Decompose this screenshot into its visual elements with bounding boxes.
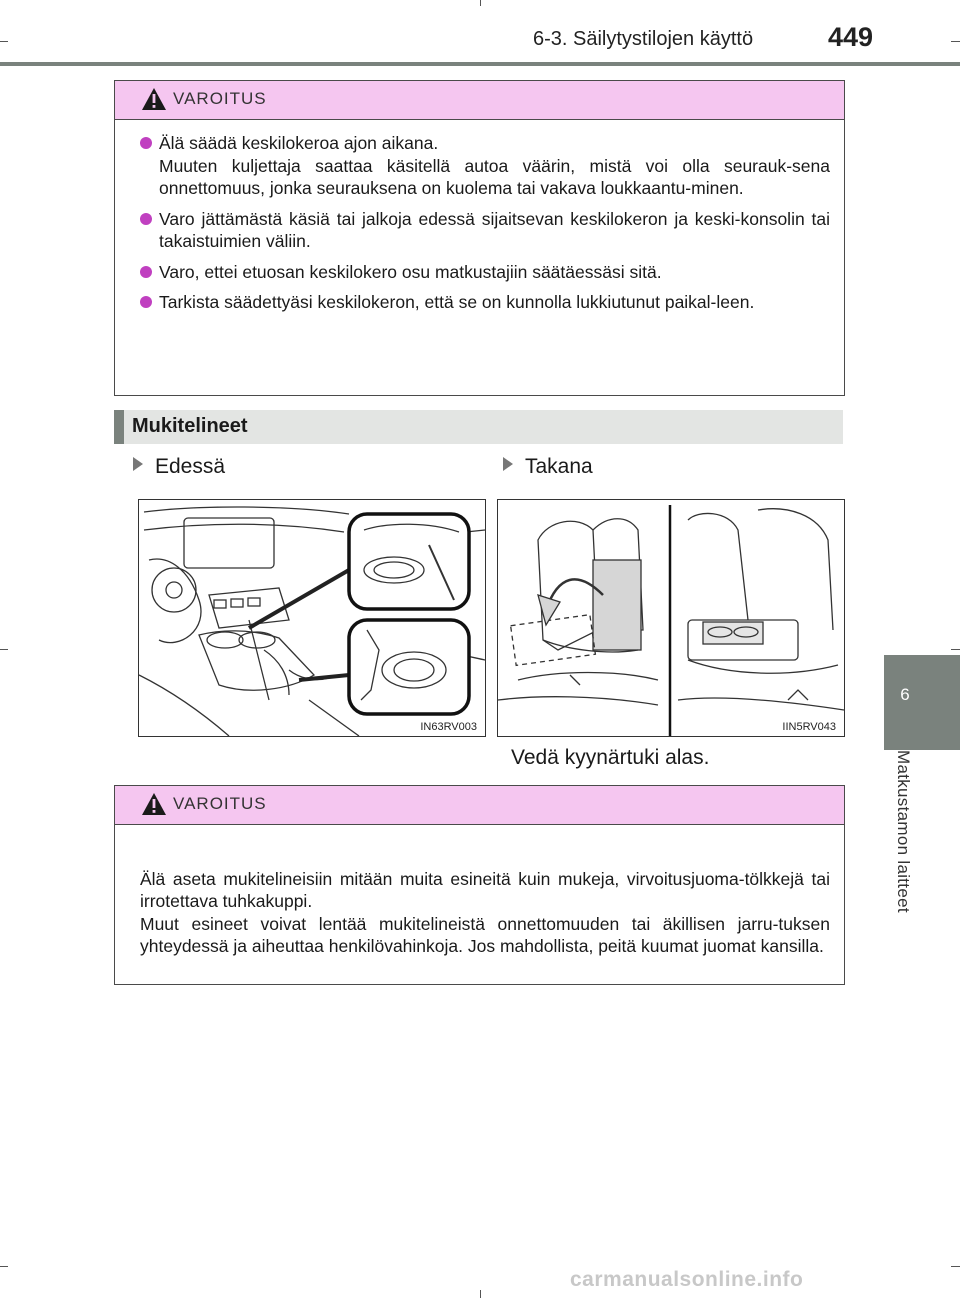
bullet-text: Tarkista säädettyäsi keskilokeron, että se on kunnolla lukkiutunut paikal-leen. (159, 292, 755, 312)
bullet-dot-icon (140, 266, 152, 278)
crop-mark (0, 1266, 8, 1267)
warning-bullet (140, 132, 830, 200)
bullet-dot-icon (140, 296, 152, 308)
watermark: carmanualsonline.info (570, 1268, 804, 1291)
warning-box-1 (114, 80, 845, 396)
front-console-drawing (139, 500, 485, 736)
warning-box-2 (114, 785, 845, 985)
arrow-right-icon (503, 457, 513, 471)
crop-mark (0, 649, 8, 650)
bullet-text: Älä säädä keskilokeroa ajon aikana. Muuten kuljettaja saattaa käsitellä autoa väärin, mistä voi olla seurauk-sena onnettomuus, jonka seurauksena on kuolema tai vakava loukkaantu-minen. (159, 133, 830, 198)
figure-code: IIN5RV043 (782, 721, 836, 733)
warning-title: VAROITUS (173, 794, 267, 813)
warning-header (115, 786, 844, 825)
warning-triangle-icon (141, 87, 167, 111)
warning-bullet (140, 261, 830, 284)
rear-armrest-illustration (497, 499, 845, 737)
warning-triangle-icon (141, 792, 167, 816)
front-cupholder-illustration (138, 499, 486, 737)
section-heading (114, 410, 843, 444)
rear-label: Takana (525, 455, 593, 478)
crop-mark (0, 41, 8, 42)
crop-mark (951, 41, 960, 42)
warning-header (115, 81, 844, 120)
figure-caption: Vedä kyynärtuki alas. (511, 746, 710, 769)
warning-body (115, 825, 844, 968)
bullet-dot-icon (140, 137, 152, 149)
rear-armrest-drawing (498, 500, 844, 736)
warning-text: Älä aseta mukitelineisiin mitään muita esineitä kuin mukeja, virvoitusjuoma-tölkkejä tai irrotettava tuhkakuppi. Muut esineet voivat lentää mukitelineistä onnettomuuden tai äkillisen jarru-tuksen yhteydessä ja aiheuttaa henkilövahinkoja. Jos mahdollista, peitä kuumat juomat kansilla. (140, 868, 830, 956)
warning-body (115, 120, 844, 332)
section-title: Mukitelineet (132, 415, 248, 437)
warning-title: VAROITUS (173, 89, 267, 108)
front-subheading (133, 455, 225, 479)
section-header: 6-3. Säilytystilojen käyttö (533, 28, 754, 50)
chapter-number: 6 (900, 685, 910, 704)
rear-subheading (503, 455, 593, 479)
warning-bullet (140, 291, 830, 314)
crop-mark (951, 649, 960, 650)
warning-bullet (140, 208, 830, 253)
bullet-text: Varo jättämästä käsiä tai jalkoja edessä sijaitsevan keskilokeron ja keski-konsolin tai takaistuimien väliin. (159, 208, 830, 251)
front-label: Edessä (155, 455, 226, 478)
chapter-label: Matkustamon laitteet (894, 750, 913, 913)
crop-mark (480, 0, 481, 6)
crop-mark (480, 1290, 481, 1298)
bullet-text: Varo, ettei etuosan keskilokero osu matkustajiin säätäessäsi sitä. (159, 261, 662, 282)
crop-mark (951, 1266, 960, 1267)
bullet-dot-icon (140, 213, 152, 225)
figure-code: IN63RV003 (420, 721, 477, 733)
header-rule (0, 62, 960, 66)
page-number: 449 (828, 22, 874, 52)
arrow-right-icon (133, 457, 143, 471)
